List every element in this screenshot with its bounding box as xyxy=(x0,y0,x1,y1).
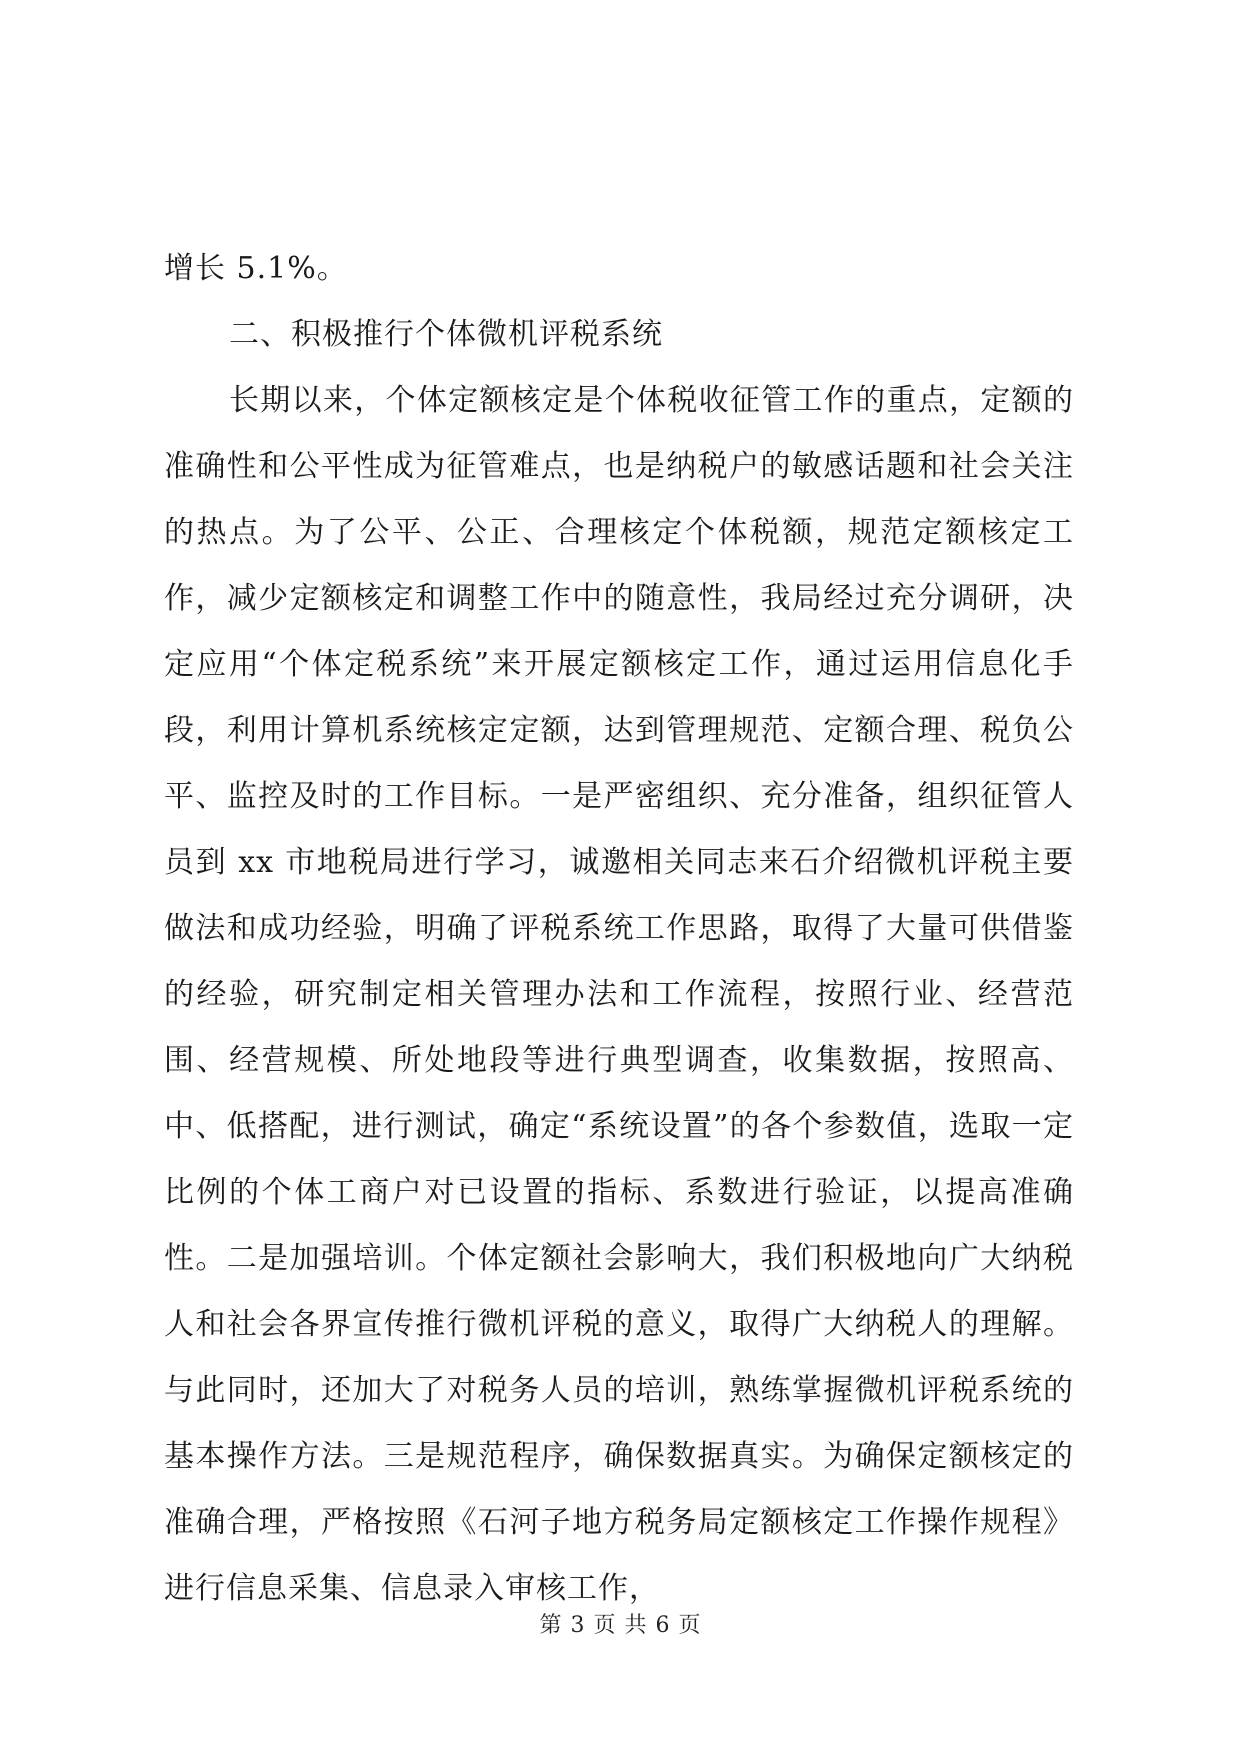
section-heading: 二、积极推行个体微机评税系统 xyxy=(229,317,663,352)
page-number-footer: 第 3 页 共 6 页 xyxy=(539,1613,702,1638)
lead-line: 增长 5.1%。 xyxy=(164,251,348,286)
body-paragraph: 长期以来，个体定额核定是个体税收征管工作的重点，定额的准确性和公平性成为征管难点，也是纳税户的敏感话题和社会关注的热点。为了公平、公正、合理核定个体税额，规范定额核定工作，减少定额核定和调整工作中的随意性，我局经过充分调研，决定应用“个体定税系统”来开展定额核定工作，通过运用信息化手段，利用计算机系统核定定额，达到管理规范、定额合理、税负公平、监控及时的工作目标。一是严密组织、充分准备，组织征管人员到 xx 市地税局进行学习，诚邀相关同志来石介绍微机评税主要做法和成功经验，明确了评税系统工作思路，取得了大量可供借鉴的经验，研究制定相关管理办法和工作流程，按照行业、经营范围、经营规模、所处地段等进行典型调查，收集数据，按照高、中、低搭配，进行测试，确定“系统设置”的各个参数值，选取一定比例的个体工商户对已设置的指标、系数进行验证，以提高准确性。二是加强培训。个体定额社会影响大，我们积极地向广大纳税人和社会各界宣传推行微机评税的意义，取得广大纳税人的理解。与此同时，还加大了对税务人员的培训，熟练掌握微机评税系统的基本操作方法。三是规范程序，确保数据真实。为确保定额核定的准确合理，严格按照《石河子地方税务局定额核定工作操作规程》进行信息采集、信息录入审核工作， xyxy=(164,383,1074,1606)
document-body xyxy=(164,236,1074,1622)
